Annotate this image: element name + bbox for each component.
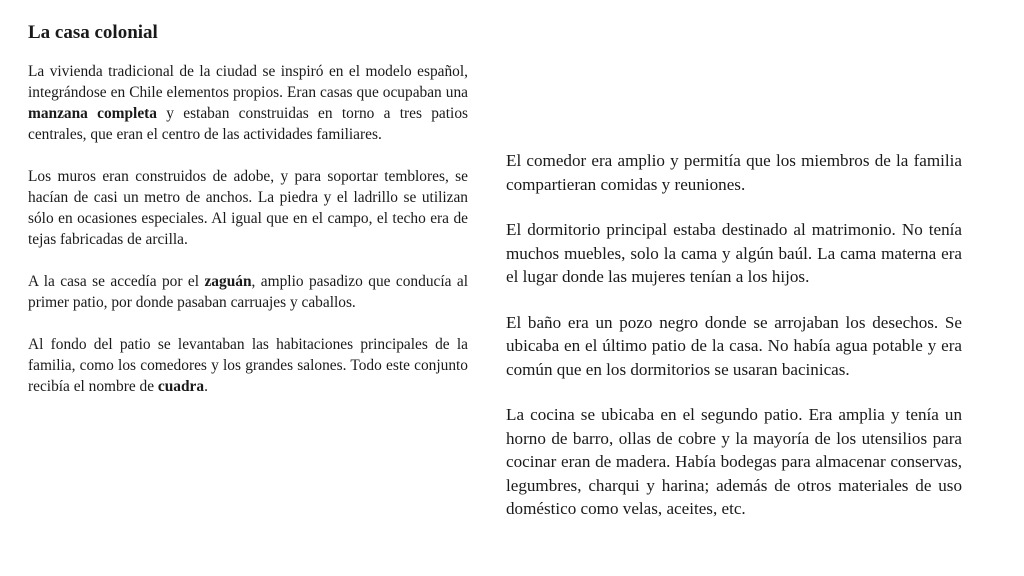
paragraph-text: . <box>204 378 208 395</box>
bold-term-cuadra: cuadra <box>157 378 205 395</box>
left-column <box>28 61 468 418</box>
paragraph-kitchen: La cocina se ubicaba en el segundo patio. Era amplia y tenía un horno de barro, ollas de cobre y la mayoría de los utensilios para cocinar eran de madera. Había bodegas para almacenar conservas, legumbres, charqui y harina; además de otros materiales de uso doméstico como velas, aceites, etc. <box>506 405 962 518</box>
page-title: La casa colonial <box>28 22 158 43</box>
bold-term-zaguan: zaguán <box>204 273 252 290</box>
paragraph-text: A la casa se accedía por el <box>28 273 205 290</box>
paragraph-bedroom: El dormitorio principal estaba destinado al matrimonio. No tenía muchos muebles, solo la cama y algún baúl. La cama materna era el lugar donde las mujeres tenían a los hijos. <box>506 220 962 286</box>
paragraph-cuadra <box>28 334 468 397</box>
paragraph-text: , amplio pasadizo que conducía al primer patio, por donde pasaban carruajes y caballos. <box>28 273 469 311</box>
paragraph-walls: Los muros eran construidos de adobe, y para soportar temblores, se hacían de casi un metro de anchos. La piedra y el ladrillo se utilizan sólo en ocasiones especiales. Al igual que en el campo, el techo era de tejas fabricadas de arcilla. <box>28 168 468 248</box>
right-column <box>506 149 962 543</box>
paragraph-bathroom: El baño era un pozo negro donde se arrojaban los desechos. Se ubicaba en el último patio de la casa. No había agua potable y era común que en los dormitorios se usaran bacinicas. <box>506 312 962 379</box>
paragraph-intro <box>28 61 468 145</box>
bold-term-manzana: manzana completa <box>28 105 157 122</box>
paragraph-dining-room: El comedor era amplio y permitía que los miembros de la familia compartieran comidas y reuniones. <box>506 151 962 194</box>
paragraph-zaguan <box>28 271 468 313</box>
paragraph-text: Al fondo del patio se levantaban las habitaciones principales de la familia, como los comedores y los grandes salones. Todo este conjunto recibía el nombre de <box>28 336 468 395</box>
paragraph-text: La vivienda tradicional de la ciudad se inspiró en el modelo español, integrándose en Chile elementos propios. Eran casas que ocupaban una <box>28 63 468 101</box>
paragraph-text: y estaban construidas en torno a tres patios centrales, que eran el centro de las actividades familiares. <box>28 105 468 143</box>
